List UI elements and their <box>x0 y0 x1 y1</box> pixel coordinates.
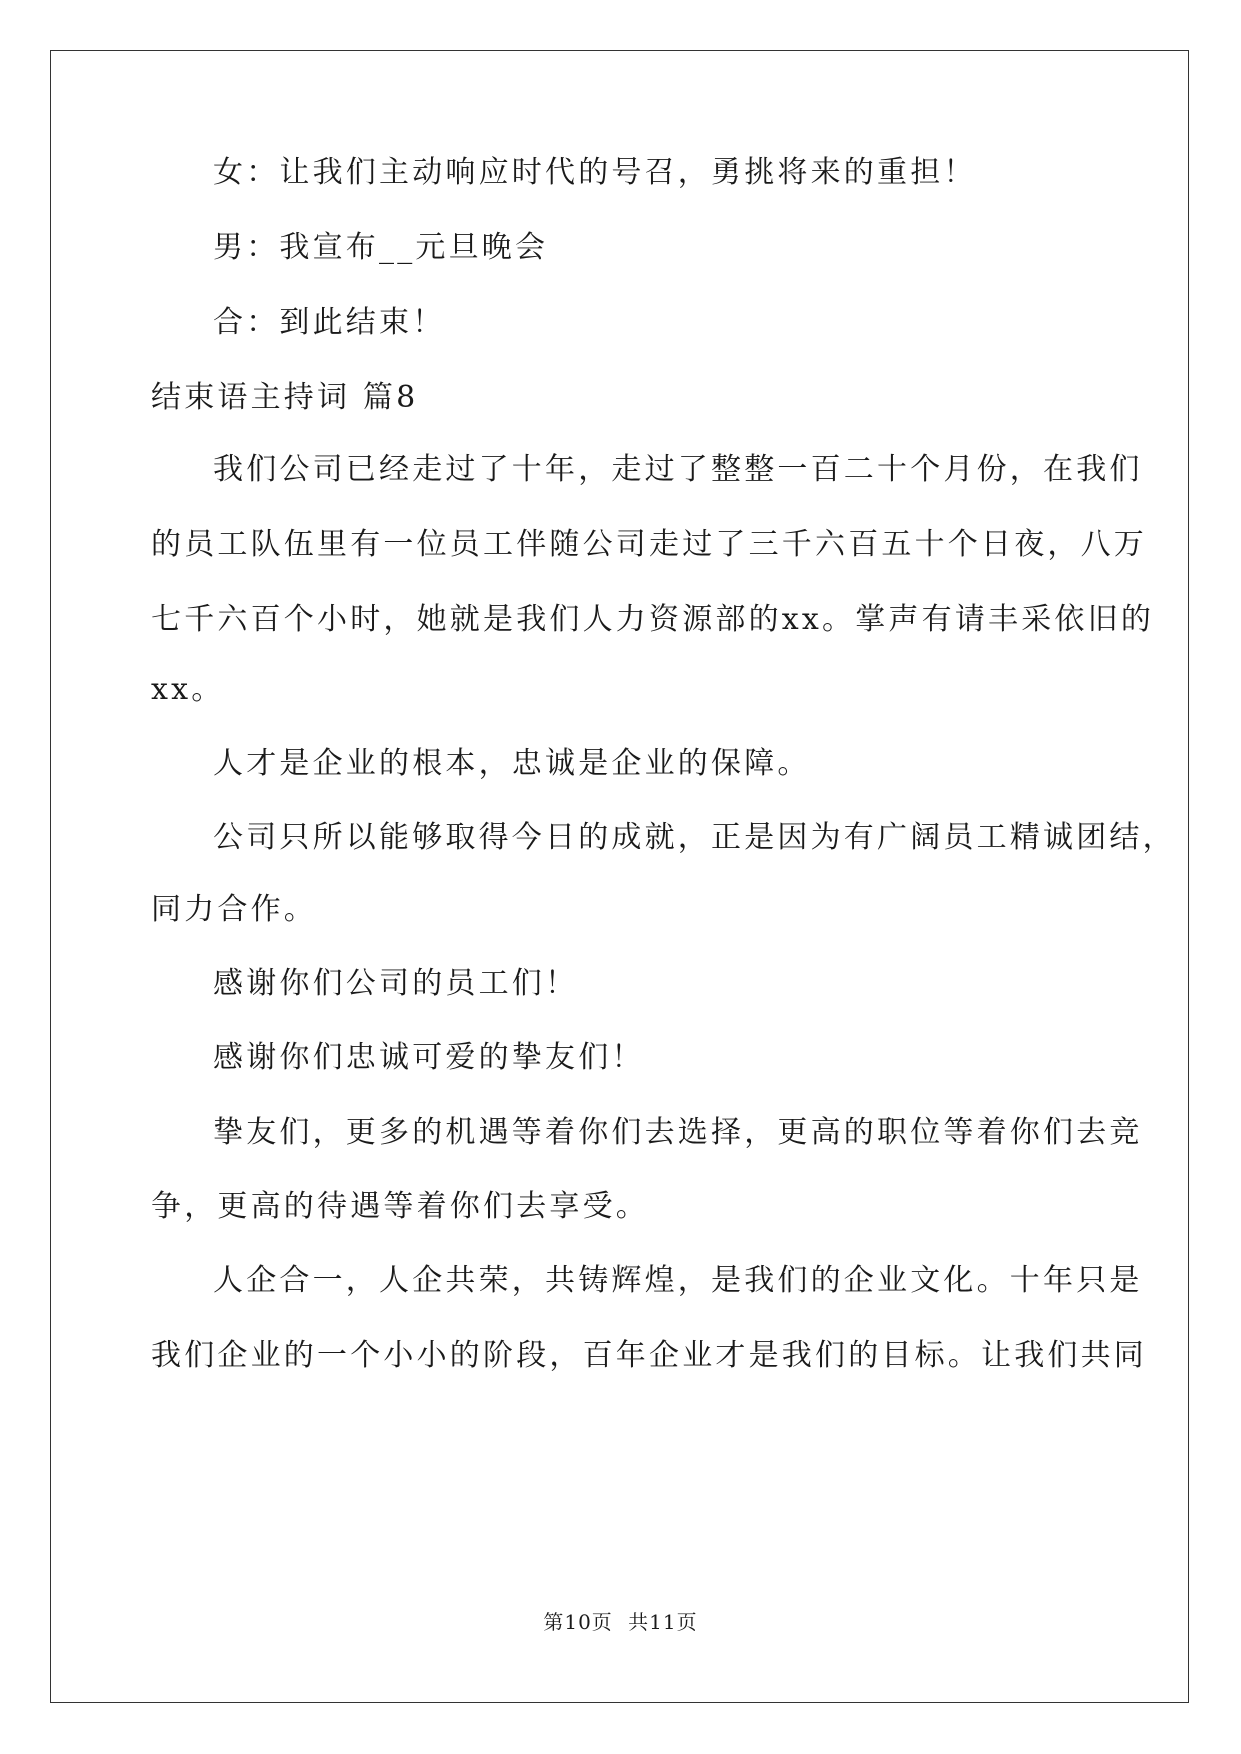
paragraph-line: 七千六百个小时，她就是我们人力资源部的xx。掌声有请丰采依旧的 <box>151 602 1155 637</box>
paragraph-line: xx。 <box>151 672 225 707</box>
dialogue-line-female: 女：让我们主动响应时代的号召，勇挑将来的重担！ <box>213 155 977 190</box>
section-heading: 结束语主持词 篇8 <box>151 380 419 415</box>
paragraph-line: 挚友们，更多的机遇等着你们去选择，更高的职位等着你们去竞 <box>213 1115 1143 1150</box>
paragraph-line: 的员工队伍里有一位员工伴随公司走过了三千六百五十个日夜，八万 <box>151 527 1147 562</box>
page-number: 第10页 <box>543 1610 613 1634</box>
paragraph-line: 感谢你们公司的员工们！ <box>213 966 579 1001</box>
dialogue-line-together: 合：到此结束！ <box>213 305 446 340</box>
paragraph-line: 我们公司已经走过了十年，走过了整整一百二十个月份，在我们 <box>213 452 1143 487</box>
paragraph-line: 同力合作。 <box>151 892 317 927</box>
paragraph-line: 公司只所以能够取得今日的成就，正是因为有广阔员工精诚团结， <box>213 820 1176 855</box>
page-border <box>50 50 1189 1703</box>
page-footer <box>0 1608 1241 1636</box>
paragraph-line: 人企合一，人企共荣，共铸辉煌，是我们的企业文化。十年只是 <box>213 1263 1143 1298</box>
paragraph-line: 人才是企业的根本，忠诚是企业的保障。 <box>213 746 811 781</box>
page-total: 共11页 <box>628 1610 698 1634</box>
paragraph-line: 感谢你们忠诚可爱的挚友们！ <box>213 1040 645 1075</box>
paragraph-line: 争，更高的待遇等着你们去享受。 <box>151 1189 649 1224</box>
dialogue-line-male: 男：我宣布__元旦晚会 <box>213 230 549 265</box>
paragraph-line: 我们企业的一个小小的阶段，百年企业才是我们的目标。让我们共同 <box>151 1338 1147 1373</box>
